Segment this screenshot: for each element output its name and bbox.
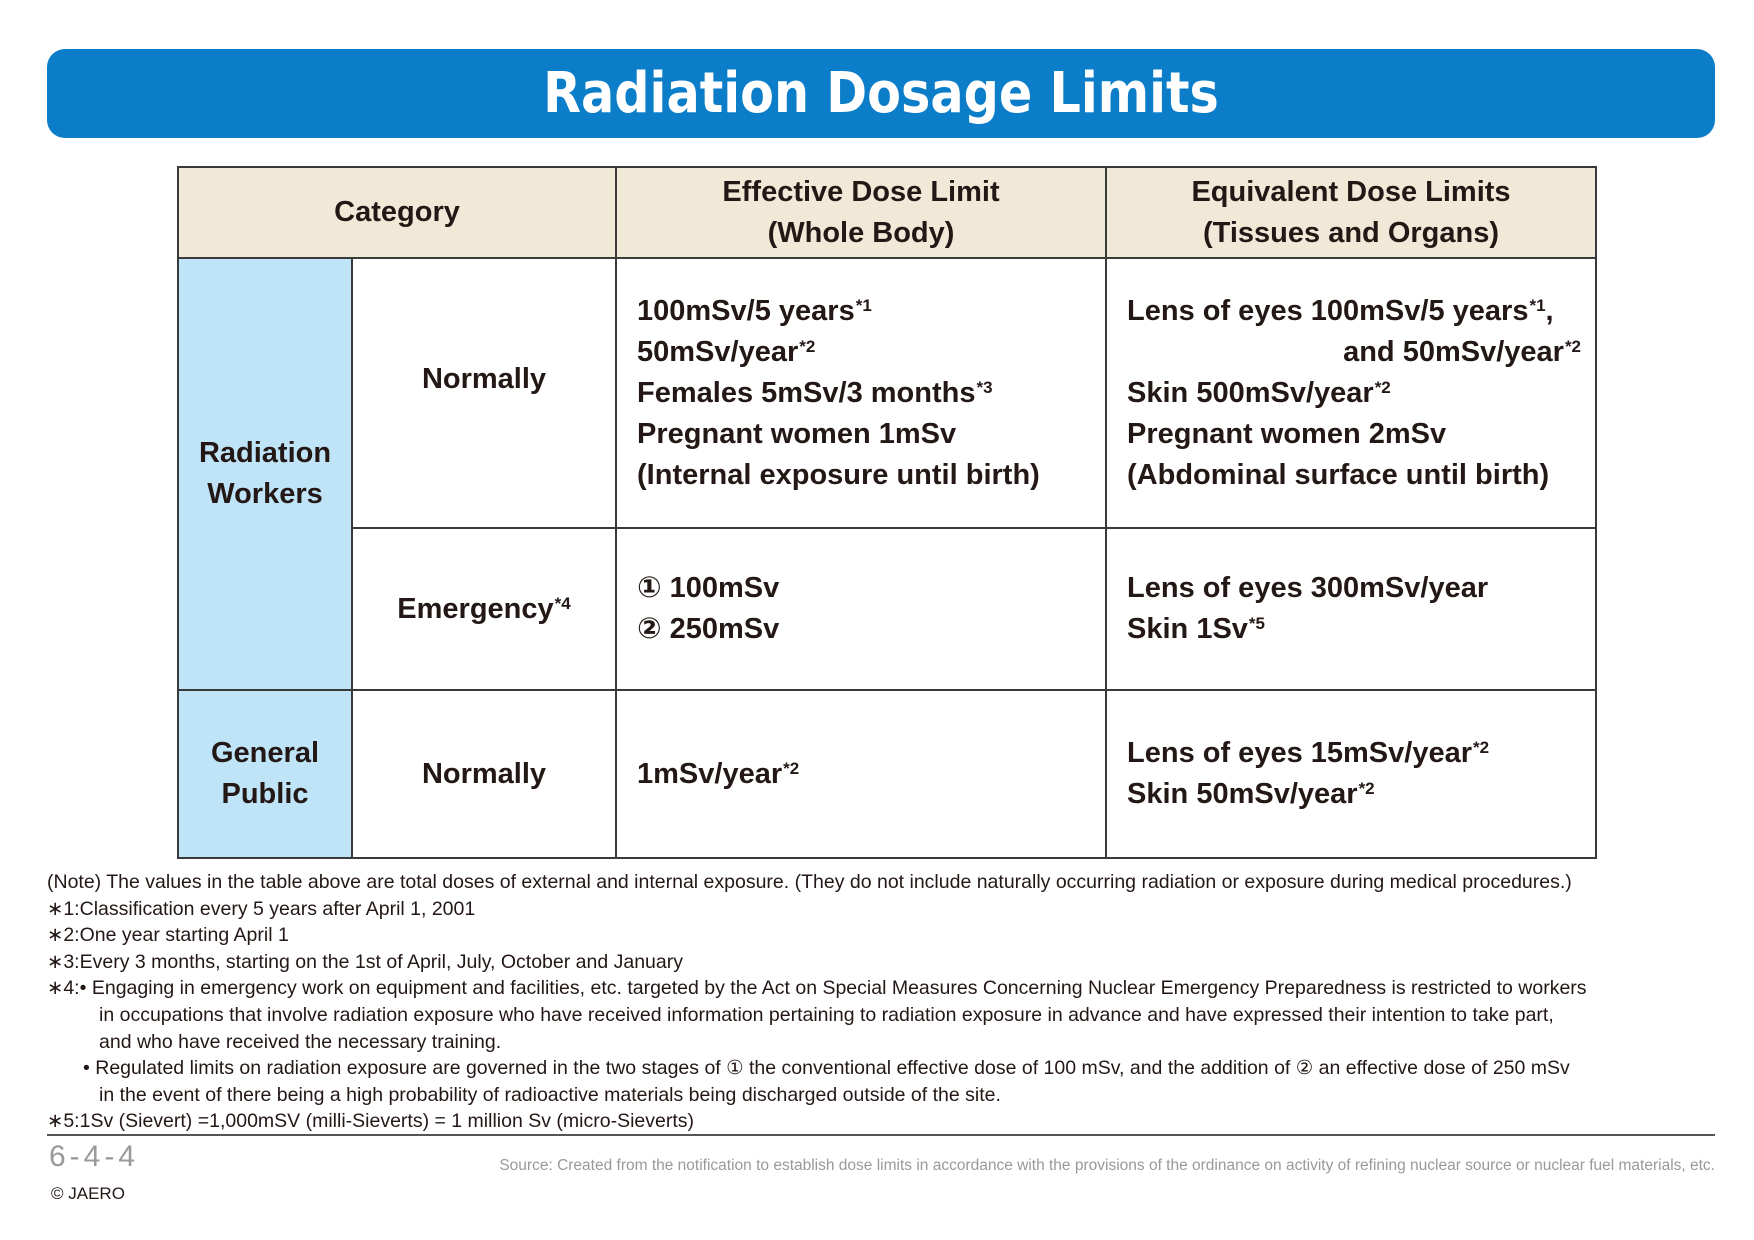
dose-line	[1127, 774, 1581, 815]
header-equivalent-line-2: (Tissues and Organs)	[1203, 216, 1500, 249]
dose-line	[1127, 373, 1581, 414]
dose-text: ∗2:	[47, 924, 80, 947]
footnote-4	[47, 975, 1717, 1002]
header-effective-dose	[616, 167, 1106, 258]
copyright: © JAERO	[51, 1184, 125, 1203]
dose-line	[637, 291, 1091, 332]
dose-line	[1127, 609, 1581, 650]
dose-text: Every 3 months, starting on the 1st of April, July, October and January	[79, 950, 683, 973]
footnote-ref: *2	[1374, 377, 1391, 397]
page-number: 6-4-4	[49, 1140, 140, 1173]
public-normally-equivalent	[1106, 690, 1596, 858]
dose-line	[1127, 414, 1581, 455]
dose-text: 100mSv/5 years	[637, 294, 855, 327]
dose-text: 1Sv (Sievert) =1,000mSV (milli-Sieverts) = 1 million Sv (micro-Sieverts)	[79, 1110, 695, 1133]
category-label-line-1: General	[211, 737, 319, 769]
dose-text: Lens of eyes 100mSv/5 years	[1127, 294, 1529, 327]
footnote-ref: *2	[799, 336, 816, 356]
dose-text: Lens of eyes 300mSv/year	[1127, 572, 1489, 604]
dose-line	[1127, 568, 1581, 609]
dose-text: ∗5:	[47, 1110, 80, 1133]
dose-text: (Abdominal surface until birth)	[1127, 458, 1550, 491]
workers-normally-effective	[616, 258, 1106, 528]
dose-line	[637, 373, 1091, 414]
dose-text: Skin 50mSv/year	[1127, 778, 1358, 810]
footnote-ref: *3	[976, 377, 993, 397]
table-row-workers-emergency	[178, 528, 1596, 690]
workers-emergency-effective	[616, 528, 1106, 690]
footnote-ref: *5	[1248, 614, 1265, 633]
dose-text: Emergency	[397, 592, 554, 625]
source-citation: Source: Created from the notification to establish dose limits in accordance with the provisions of the ordinance on activity of refining nuclear source or nuclear fuel materials, etc.	[499, 1157, 1715, 1174]
dose-text: • Engaging in emergency work on equipment and facilities, etc. targeted by the Act on Special Measures Concerning Nuclear Emergency Preparedness is restricted to workers	[79, 977, 1587, 1000]
dose-text: and 50mSv/year	[1343, 335, 1564, 368]
footnotes	[47, 869, 1717, 1135]
dose-text: Females 5mSv/3 months	[637, 376, 976, 409]
page-title: Radiation Dosage Limits	[543, 61, 1219, 126]
footnote-4-cont: in the event of there being a high probability of radioactive materials being discharged outside of the site.	[99, 1083, 1001, 1106]
footer-divider	[47, 1134, 1715, 1136]
note-general: (Note) The values in the table above are total doses of external and internal exposure. (They do not include naturally occurring radiation or exposure during medical procedures.)	[47, 871, 1572, 893]
dose-text: Skin 500mSv/year	[1127, 376, 1374, 409]
dose-text: Pregnant women 1mSv	[637, 417, 957, 450]
table-header-row	[178, 167, 1596, 258]
dose-line	[1127, 291, 1581, 332]
dose-text: Classification every 5 years after April 1, 2001	[79, 897, 476, 920]
footnote-4-cont: and who have received the necessary training.	[99, 1030, 502, 1053]
dose-text: ∗3:	[47, 950, 80, 973]
dose-line	[1127, 332, 1581, 373]
footnote-4-bullet-2: • Regulated limits on radiation exposure are governed in the two stages of ① the conventional effective dose of 100 mSv, and the addition of ② an effective dose of 250 mSv	[83, 1057, 1570, 1080]
subcategory-emergency	[352, 528, 616, 690]
dose-text: 50mSv/year	[637, 335, 799, 368]
dose-text: ∗1:	[47, 897, 80, 920]
dose-line	[1127, 733, 1581, 774]
header-effective-line-1: Effective Dose Limit	[722, 175, 1000, 208]
workers-normally-equivalent	[1106, 258, 1596, 528]
title-banner	[47, 49, 1715, 138]
footnote-5	[47, 1108, 1717, 1135]
dose-line: ② 250mSv	[637, 613, 780, 645]
footnote-ref: *1	[1529, 295, 1546, 315]
category-label-line-2: Public	[221, 778, 309, 810]
dose-text: One year starting April 1	[79, 924, 289, 947]
footnote-ref: *2	[783, 758, 800, 778]
footnote-1	[47, 896, 1717, 923]
dose-line: ① 100mSv	[637, 572, 780, 604]
header-equivalent-line-1: Equivalent Dose Limits	[1191, 175, 1511, 208]
footnote-ref: *2	[1564, 336, 1582, 356]
footnote-4-cont: in occupations that involve radiation exposure who have received information pertaining to radiation exposure in advance and have expressed their intention to take part,	[99, 1003, 1554, 1026]
category-label-line-1: Radiation	[198, 437, 332, 469]
dose-line	[637, 455, 1091, 496]
category-radiation-workers	[178, 258, 352, 690]
category-label-line-2: Workers	[207, 478, 323, 510]
dosage-limits-table	[177, 166, 1597, 859]
footnote-ref: *1	[855, 295, 872, 315]
public-normally-effective	[616, 690, 1106, 858]
dose-line	[1127, 455, 1581, 496]
subcategory-normally: Normally	[352, 258, 616, 528]
dose-line	[637, 754, 1091, 795]
subcategory-normally: Normally	[352, 690, 616, 858]
header-category: Category	[178, 167, 616, 258]
dose-text: Pregnant women 2mSv	[1127, 417, 1447, 450]
workers-emergency-equivalent	[1106, 528, 1596, 690]
footnote-ref: *4	[554, 593, 571, 613]
table-row-workers-normally	[178, 258, 1596, 528]
footnote-ref: *2	[1473, 738, 1490, 757]
dose-line	[637, 414, 1091, 455]
dose-line	[637, 332, 1091, 373]
dose-text: 1mSv/year	[637, 757, 783, 790]
footnote-ref: *2	[1358, 779, 1375, 798]
dose-text: (Internal exposure until birth)	[637, 458, 1040, 491]
header-effective-line-2: (Whole Body)	[767, 216, 955, 249]
footnote-2	[47, 922, 1717, 949]
footnote-3	[47, 949, 1717, 976]
dose-text: ,	[1545, 294, 1554, 327]
dose-text: Skin 1Sv	[1127, 613, 1248, 645]
header-equivalent-dose	[1106, 167, 1596, 258]
category-general-public	[178, 690, 352, 858]
dose-text: Lens of eyes 15mSv/year	[1127, 737, 1472, 769]
dose-text: ∗4:	[47, 977, 80, 1000]
table-row-public-normally	[178, 690, 1596, 858]
